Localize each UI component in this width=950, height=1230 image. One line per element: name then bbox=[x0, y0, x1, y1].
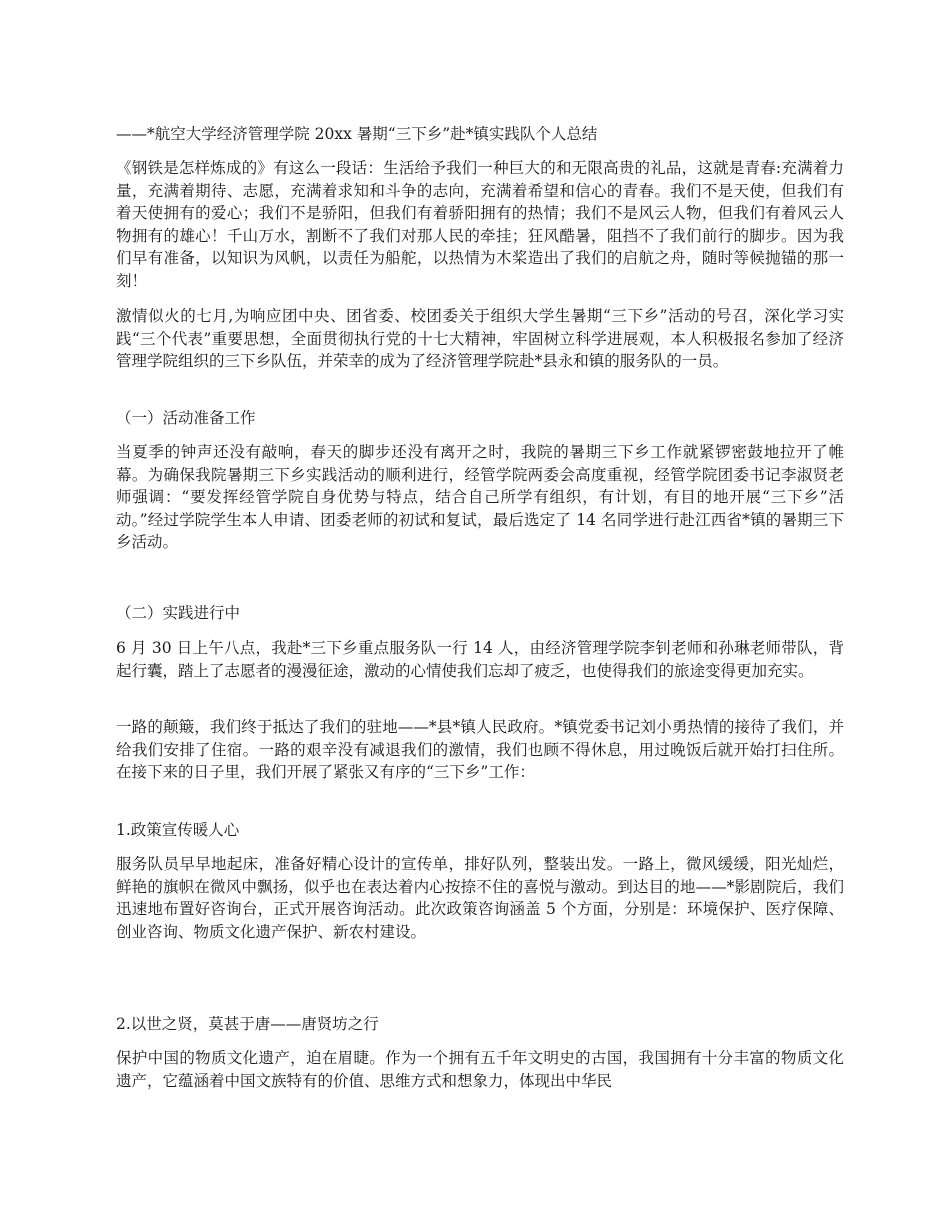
item2-paragraph: 保护中国的物质文化遗产，迫在眉睫。作为一个拥有五千年文明史的古国，我国拥有十分丰富的物质文化遗产，它蕴涵着中国文族特有的价值、思维方式和想象力，体现出中华民 bbox=[116, 1049, 844, 1090]
section2-paragraph-1: 6 月 30 日上午八点，我赴*三下乡重点服务队一行 14 人，由经济管理学院李钊老师和孙琳老师带队，背起行囊，踏上了志愿者的漫漫征途，激动的心情使我们忘却了疲乏，也使得我们的旅途变得更加充实。 bbox=[116, 639, 844, 680]
section1-paragraph: 当夏季的钟声还没有敲响，春天的脚步还没有离开之时，我院的暑期三下乡工作就紧锣密鼓地拉开了帷幕。为确保我院暑期三下乡实践活动的顺利进行，经管学院两委会高度重视，经管学院团委书记李淑贤老师强调：“要发挥经管学院自身优势与特点，结合自己所学有组织，有计划，有目的地开展“三下乡”活动。”经过学院学生本人申请、团委老师的初试和复试，最后选定了 14 名同学进行赴江西省*镇的暑期三下乡活动。 bbox=[116, 443, 844, 551]
intro-join-paragraph: 激情似火的七月,为响应团中央、团省委、校团委关于组织大学生暑期“三下乡”活动的号召，深化学习实践“三个代表”重要思想，全面贯彻执行党的十七大精神，牢固树立科学进展观，本人积极报名参加了经济管理学院组织的三下乡队伍，并荣幸的成为了经济管理学院赴*县永和镇的服务队的一员。 bbox=[116, 307, 844, 370]
item2-heading: 2.以世之贤，莫甚于唐——唐贤坊之行 bbox=[116, 1015, 379, 1033]
section2-paragraph-2: 一路的颠簸，我们终于抵达了我们的驻地——*县*镇人民政府。*镇党委书记刘小勇热情的接待了我们，并给我们安排了住宿。一路的艰辛没有减退我们的激情，我们也顾不得休息，用过晚饭后就开始打扫住所。在接下来的日子里，我们开展了紧张又有序的“三下乡”工作： bbox=[116, 718, 844, 781]
item1-heading: 1.政策宣传暖人心 bbox=[116, 821, 240, 839]
section1-heading: （一）活动准备工作 bbox=[116, 409, 256, 427]
item1-paragraph: 服务队员早早地起床，准备好精心设计的宣传单，排好队列，整装出发。一路上，微风缓缓，阳光灿烂，鲜艳的旗帜在微风中飘扬，似乎也在表达着内心按捺不住的喜悦与激动。到达目的地——*影剧院后，我们迅速地布置好咨询台，正式开展咨询活动。此次政策咨询涵盖 5 个方面，分别是：环境保护、医疗保障、创业咨询、物质文化遗产保护、新农村建设。 bbox=[116, 855, 844, 941]
intro-quote-paragraph: 《钢铁是怎样炼成的》有这么一段话：生活给予我们一种巨大的和无限高贵的礼品，这就是青春:充满着力量，充满着期待、志愿，充满着求知和斗争的志向，充满着希望和信心的青春。我们不是天使，但我们有着天使拥有的爱心；我们不是骄阳，但我们有着骄阳拥有的热情；我们不是风云人物，但我们有着风云人物拥有的雄心！千山万水，割断不了我们对那人民的牵挂；狂风酷暑，阻挡不了我们前行的脚步。因为我们早有准备，以知识为风帆，以责任为船舵，以热情为木桨造出了我们的启航之舟，随时等候抛锚的那一刻！ bbox=[116, 159, 844, 290]
section2-heading: （二）实践进行中 bbox=[116, 604, 241, 622]
document-subtitle: ——*航空大学经济管理学院 20xx 暑期“三下乡”赴*镇实践队个人总结 bbox=[116, 125, 598, 143]
